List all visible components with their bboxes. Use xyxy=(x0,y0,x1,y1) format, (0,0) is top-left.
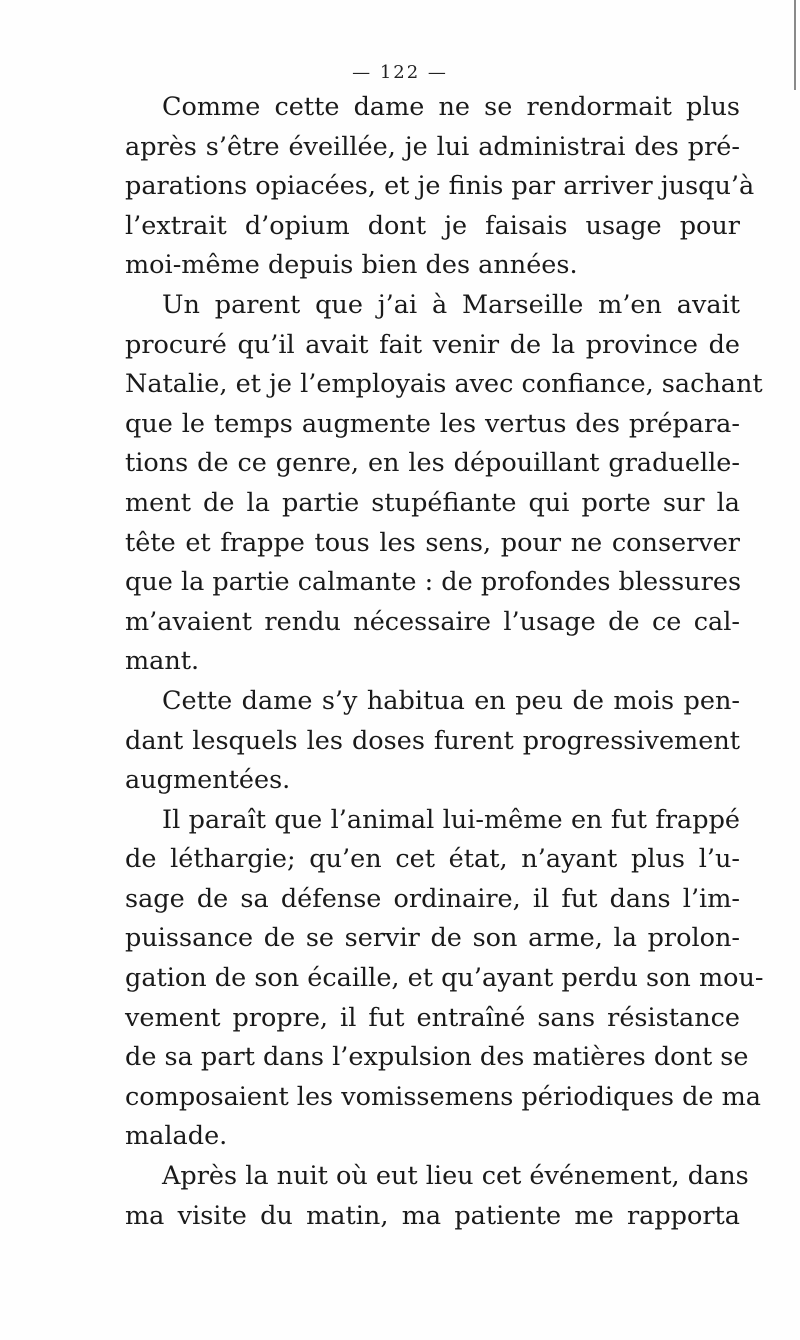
text-line: de léthargie; qu’en cet état, n’ayant plus l’u- xyxy=(125,844,740,875)
text-line: moi-même depuis bien des années. xyxy=(125,250,578,281)
text-line: après s’être éveillée, je lui administrai des pré- xyxy=(125,131,740,162)
text-line: puissance de se servir de son arme, la prolon- xyxy=(125,923,740,954)
text-line: gation de son écaille, et qu’ayant perdu son mou- xyxy=(125,963,764,994)
text-line: mant. xyxy=(125,646,200,677)
text-line: sage de sa défense ordinaire, il fut dans l’im- xyxy=(125,883,740,914)
text-line: composaient les vomissemens périodiques de ma xyxy=(125,1081,762,1112)
text-line: parations opiacées, et je finis par arriver jusqu’à xyxy=(125,171,755,202)
text-line: Natalie, et je l’employais avec confiance, sachant xyxy=(125,369,763,400)
text-line: vement propre, il fut entraîné sans résistance xyxy=(125,1002,740,1033)
text-line: que le temps augmente les vertus des prépara- xyxy=(125,408,740,439)
text-line: de sa part dans l’expulsion des matières dont se xyxy=(125,1042,749,1073)
text-line: dant lesquels les doses furent progressivement xyxy=(125,725,740,756)
text-line: tête et frappe tous les sens, pour ne conserver xyxy=(125,527,740,558)
text-line: Cette dame s’y habitua en peu de mois pen- xyxy=(162,685,740,716)
text-line: m’avaient rendu nécessaire l’usage de ce cal- xyxy=(125,606,740,637)
text-line: ment de la partie stupéfiante qui porte sur la xyxy=(125,487,740,518)
text-line: Un parent que j’ai à Marseille m’en avait xyxy=(162,289,740,320)
text-line: Il paraît que l’animal lui-même en fut frappé xyxy=(162,804,740,835)
text-line: ma visite du matin, ma patiente me rapporta xyxy=(125,1200,740,1231)
text-line: malade. xyxy=(125,1121,228,1152)
text-line: tions de ce genre, en les dépouillant graduelle- xyxy=(125,448,740,479)
text-line: augmentées. xyxy=(125,765,291,796)
text-line: procuré qu’il avait fait venir de la province de xyxy=(125,329,740,360)
body-text xyxy=(125,88,764,1236)
page-number: — 122 — xyxy=(352,62,448,83)
text-line: que la partie calmante : de profondes blessures xyxy=(125,567,742,598)
text-line: Comme cette dame ne se rendormait plus xyxy=(162,92,740,122)
text-line: l’extrait d’opium dont je faisais usage pour xyxy=(125,210,740,241)
text-line: Après la nuit où eut lieu cet événement, dans xyxy=(162,1161,749,1192)
